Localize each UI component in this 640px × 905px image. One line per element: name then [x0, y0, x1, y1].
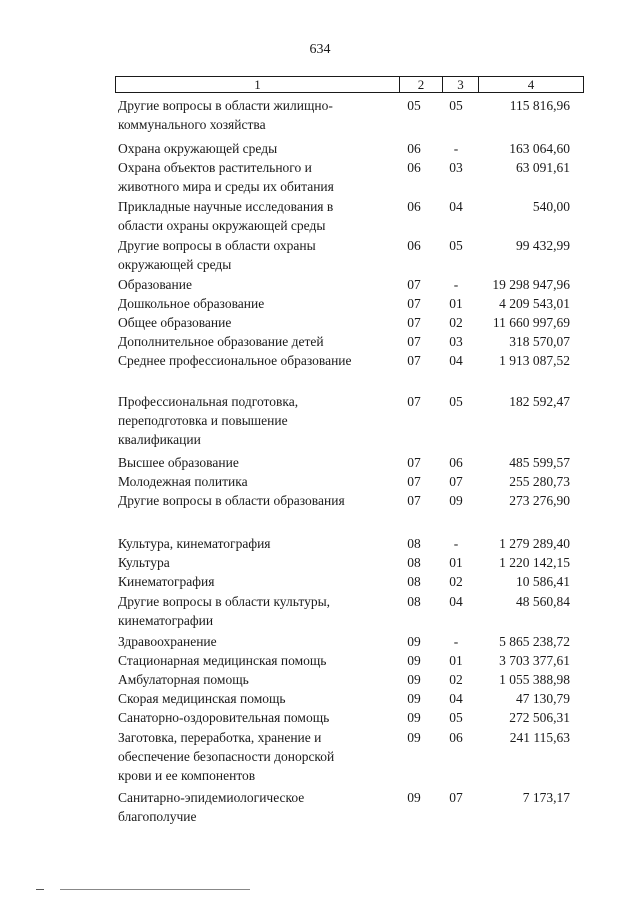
row-section: 06: [407, 238, 421, 253]
row-section: 06: [407, 141, 421, 156]
table-header: [115, 76, 584, 93]
row-name: Прикладные научные исследования в области охраны окружающей среды: [118, 199, 334, 233]
row-amount: 11 660 997,69: [492, 315, 570, 330]
row-subsection: 02: [449, 574, 463, 589]
row-subsection: -: [453, 634, 459, 649]
row-amount: 163 064,60: [509, 141, 570, 156]
row-name: Другие вопросы в области культуры, кинематографии: [118, 594, 331, 628]
row-name: Дошкольное образование: [118, 296, 265, 311]
row-name: Охрана объектов растительного и животного мира и среды их обитания: [118, 160, 334, 194]
row-section: 07: [407, 493, 421, 508]
row-subsection: 07: [449, 474, 463, 489]
row-name: Дополнительное образование детей: [118, 334, 324, 349]
row-section: 05: [407, 98, 421, 113]
row-subsection: 04: [449, 691, 463, 706]
row-subsection: 09: [449, 493, 463, 508]
row-subsection: 05: [449, 394, 463, 409]
row-name: Образование: [118, 277, 192, 292]
row-name: Культура, кинематография: [118, 536, 271, 551]
row-name: Стационарная медицинская помощь: [118, 653, 327, 668]
row-amount: 318 570,07: [509, 334, 570, 349]
row-subsection: 05: [449, 710, 463, 725]
row-name: Высшее образование: [118, 455, 239, 470]
row-name: Санаторно-оздоровительная помощь: [118, 710, 330, 725]
row-section: 07: [407, 455, 421, 470]
header-col-2: 2: [417, 77, 425, 92]
row-section: 09: [407, 730, 421, 745]
row-amount: 3 703 377,61: [499, 653, 570, 668]
row-subsection: 01: [449, 296, 463, 311]
row-subsection: 02: [449, 315, 463, 330]
row-subsection: -: [453, 141, 459, 156]
row-section: 07: [407, 474, 421, 489]
row-subsection: 04: [449, 199, 463, 214]
scan-artifact-line: [60, 889, 250, 890]
row-name: Молодежная политика: [118, 474, 248, 489]
row-subsection: -: [453, 536, 459, 551]
row-amount: 115 816,96: [509, 98, 570, 113]
row-amount: 5 865 238,72: [499, 634, 570, 649]
row-amount: 10 586,41: [516, 574, 570, 589]
row-subsection: 03: [449, 334, 463, 349]
row-amount: 19 298 947,96: [492, 277, 570, 292]
row-subsection: 06: [449, 455, 463, 470]
row-name: Кинематография: [118, 574, 215, 589]
row-section: 07: [407, 315, 421, 330]
row-name: Санитарно-эпидемиологическое благополучие: [118, 790, 305, 824]
row-amount: 4 209 543,01: [499, 296, 570, 311]
row-section: 08: [407, 536, 421, 551]
row-name: Среднее профессиональное образование: [118, 353, 352, 368]
row-subsection: -: [453, 277, 459, 292]
header-col-3: 3: [457, 77, 464, 92]
row-name: Другие вопросы в области образования: [118, 493, 345, 508]
row-section: 06: [407, 199, 421, 214]
row-subsection: 04: [449, 594, 463, 609]
row-name: Общее образование: [118, 315, 232, 330]
row-section: 07: [407, 353, 421, 368]
row-name: Скорая медицинская помощь: [118, 691, 286, 706]
row-subsection: 07: [449, 790, 463, 805]
header-col-1: 1: [254, 77, 261, 92]
row-amount: 63 091,61: [516, 160, 570, 175]
row-subsection: 05: [449, 238, 463, 253]
row-section: 07: [407, 277, 421, 292]
row-name: Профессиональная подготовка, переподготовка и повышение квалификации: [118, 394, 299, 447]
row-section: 08: [407, 594, 421, 609]
row-subsection: 03: [449, 160, 463, 175]
header-col-4: 4: [527, 77, 535, 92]
row-subsection: 05: [449, 98, 463, 113]
row-section: 09: [407, 653, 421, 668]
row-section: 08: [407, 574, 421, 589]
row-section: 09: [407, 710, 421, 725]
row-section: 09: [407, 691, 421, 706]
row-amount: 1 279 289,40: [499, 536, 570, 551]
row-amount: 47 130,79: [516, 691, 570, 706]
row-name: Другие вопросы в области охраны окружающей среды: [118, 238, 316, 272]
row-amount: 255 280,73: [509, 474, 570, 489]
row-section: 07: [407, 394, 421, 409]
row-subsection: 01: [449, 555, 463, 570]
scan-artifact-line: [36, 889, 44, 890]
row-amount: 273 276,90: [509, 493, 570, 508]
row-amount: 182 592,47: [509, 394, 570, 409]
row-amount: 7 173,17: [522, 790, 570, 805]
row-amount: 241 115,63: [509, 730, 570, 745]
row-section: 06: [407, 160, 421, 175]
row-subsection: 06: [449, 730, 463, 745]
row-section: 09: [407, 634, 421, 649]
row-amount: 540,00: [532, 199, 570, 214]
row-name: Другие вопросы в области жилищно- коммунального хозяйства: [118, 98, 333, 132]
row-amount: 99 432,99: [516, 238, 570, 253]
page-number: 634: [309, 42, 331, 57]
row-section: 07: [407, 296, 421, 311]
row-name: Заготовка, переработка, хранение и обеспечение безопасности донорской крови и ее компонентов: [118, 730, 335, 783]
row-section: 07: [407, 334, 421, 349]
row-section: 09: [407, 672, 421, 687]
row-amount: 485 599,57: [509, 455, 570, 470]
row-subsection: 02: [449, 672, 463, 687]
row-name: Амбулаторная помощь: [118, 672, 249, 687]
row-amount: 1 055 388,98: [499, 672, 570, 687]
row-name: Здравоохранение: [118, 634, 217, 649]
row-subsection: 04: [449, 353, 463, 368]
row-name: Культура: [118, 555, 170, 570]
row-section: 08: [407, 555, 421, 570]
row-amount: 1 220 142,15: [499, 555, 570, 570]
row-amount: 48 560,84: [516, 594, 570, 609]
row-section: 09: [407, 790, 421, 805]
row-name: Охрана окружающей среды: [118, 141, 278, 156]
row-subsection: 01: [449, 653, 463, 668]
row-amount: 1 913 087,52: [499, 353, 570, 368]
row-amount: 272 506,31: [509, 710, 570, 725]
